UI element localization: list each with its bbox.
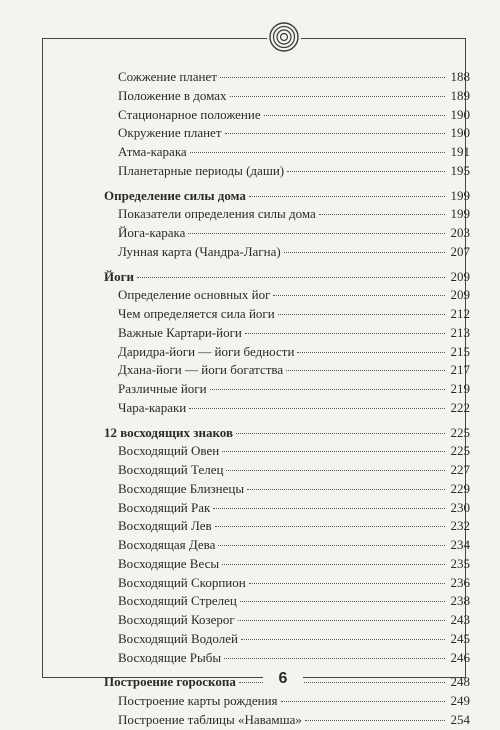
toc-entry-title: Восходящие Весы	[118, 555, 220, 571]
toc-entry-title: Стационарное положение	[118, 106, 261, 122]
dot-leader	[224, 658, 445, 659]
toc-entry-page: 234	[450, 537, 470, 552]
dot-leader	[319, 214, 445, 215]
dot-leader	[137, 277, 445, 278]
toc-entry-page: 254	[450, 711, 470, 727]
toc-entry	[104, 555, 470, 574]
toc-entry-title: Определение основных йог	[118, 287, 271, 303]
toc-entry	[104, 649, 470, 668]
toc-section-title: 12 восходящих знаков	[104, 424, 233, 440]
table-of-contents	[104, 68, 470, 730]
toc-entry-page: 188	[450, 69, 470, 84]
toc-entry-page: 219	[450, 381, 470, 396]
toc-entry-title: Лунная карта (Чандра-Лагна)	[118, 243, 281, 259]
toc-entry-title: Восходящая Дева	[118, 537, 216, 552]
toc-entry	[104, 143, 470, 162]
dot-leader	[230, 96, 445, 97]
toc-section-page: 209	[450, 268, 470, 284]
toc-entry-page: 235	[450, 555, 470, 571]
toc-entry	[104, 106, 470, 125]
toc-entry-page: 212	[450, 306, 470, 321]
dot-leader	[225, 133, 446, 134]
toc-entry-title: Положение в домах	[118, 87, 227, 103]
toc-entry	[104, 592, 470, 611]
toc-entry	[104, 162, 470, 181]
toc-entry-page: 215	[450, 343, 470, 359]
dot-leader	[286, 370, 445, 371]
toc-entry-page: 195	[450, 162, 470, 178]
toc-entry-page: 190	[450, 106, 470, 122]
toc-entry	[104, 611, 470, 630]
toc-entry-page: 190	[450, 125, 470, 141]
dot-leader	[245, 333, 445, 334]
dot-leader	[189, 408, 445, 409]
dot-leader	[238, 620, 445, 621]
toc-entry	[104, 224, 470, 243]
dot-leader	[278, 314, 445, 315]
toc-entry	[104, 517, 470, 536]
dot-leader	[281, 701, 445, 702]
toc-section-heading	[104, 268, 470, 287]
toc-entry	[104, 480, 470, 499]
dot-leader	[213, 508, 445, 509]
dot-leader	[264, 115, 445, 116]
toc-entry-title: Важные Картари-йоги	[118, 324, 242, 340]
toc-entry-title: Восходящие Близнецы	[118, 480, 245, 496]
toc-entry-page: 227	[450, 462, 470, 477]
dot-leader	[236, 433, 445, 434]
toc-entry-title: Дхана-йоги — йоги богатства	[118, 362, 284, 378]
dot-leader	[287, 171, 445, 172]
toc-section-title: Построение гороскопа	[104, 674, 236, 690]
dot-leader	[222, 451, 445, 452]
toc-entry-title: Сожжение планет	[118, 69, 217, 84]
toc-entry	[104, 361, 470, 380]
toc-entry-page: 222	[450, 399, 470, 415]
toc-entry-title: Показатели определения силы дома	[118, 206, 316, 222]
toc-section-page: 225	[450, 424, 470, 440]
toc-entry-page: 230	[450, 499, 470, 515]
toc-entry-title: Восходящий Овен	[118, 443, 220, 459]
toc-entry-page: 236	[450, 574, 470, 590]
toc-entry-title: Даридра-йоги — йоги бедности	[118, 343, 295, 359]
toc-entry	[104, 205, 470, 224]
toc-entry	[104, 399, 470, 418]
dot-leader	[210, 389, 445, 390]
toc-entry-title: Восходящий Стрелец	[118, 593, 237, 609]
toc-entry	[104, 574, 470, 593]
toc-entry-page: 213	[450, 324, 470, 340]
dot-leader	[247, 489, 445, 490]
toc-entry	[104, 124, 470, 143]
toc-entry	[104, 324, 470, 343]
toc-entry-page: 203	[450, 225, 470, 240]
toc-entry-page: 189	[450, 87, 470, 103]
toc-section-title: Йоги	[104, 268, 135, 284]
toc-entry-title: Различные йоги	[118, 381, 207, 396]
toc-entry	[104, 286, 470, 305]
toc-entry-title: Построение карты рождения	[118, 693, 278, 708]
toc-entry-title: Йога-карака	[118, 225, 186, 240]
dot-leader	[297, 352, 445, 353]
dot-leader	[188, 233, 445, 234]
toc-entry-page: 217	[450, 362, 470, 378]
toc-section-page: 248	[450, 674, 470, 690]
toc-entry-title: Окружение планет	[118, 125, 222, 141]
dot-leader	[190, 152, 445, 153]
toc-entry-page: 238	[450, 593, 470, 609]
toc-entry-page: 229	[450, 480, 470, 496]
toc-entry-page: 246	[450, 649, 470, 665]
dot-leader	[249, 583, 445, 584]
toc-entry-title: Восходящий Рак	[118, 499, 211, 515]
toc-entry-page: 191	[450, 144, 470, 159]
toc-entry	[104, 442, 470, 461]
toc-entry	[104, 305, 470, 324]
toc-entry-title: Восходящий Водолей	[118, 630, 238, 646]
toc-entry	[104, 499, 470, 518]
toc-section-page: 199	[450, 187, 470, 203]
dot-leader	[273, 295, 445, 296]
dot-leader	[220, 77, 445, 78]
page-number: 6	[263, 666, 303, 692]
dot-leader	[226, 470, 445, 471]
toc-entry-page: 249	[450, 693, 470, 708]
toc-entry	[104, 87, 470, 106]
toc-entry-title: Восходящий Козерог	[118, 612, 235, 627]
toc-entry-title: Чара-караки	[118, 399, 187, 415]
toc-entry-title: Восходящий Скорпион	[118, 574, 246, 590]
dot-leader	[284, 252, 445, 253]
toc-entry	[104, 243, 470, 262]
toc-entry-title: Восходящие Рыбы	[118, 649, 222, 665]
toc-entry	[104, 380, 470, 399]
dot-leader	[215, 526, 445, 527]
toc-entry	[104, 536, 470, 555]
toc-entry	[104, 692, 470, 711]
toc-entry-page: 225	[450, 443, 470, 459]
toc-entry-title: Построение таблицы «Навамша»	[118, 711, 302, 727]
toc-entry	[104, 343, 470, 362]
toc-entry-title: Атма-карака	[118, 144, 187, 159]
toc-entry-page: 207	[450, 243, 470, 259]
dot-leader	[249, 196, 445, 197]
toc-entry	[104, 68, 470, 87]
dot-leader	[240, 601, 445, 602]
dot-leader	[222, 564, 445, 565]
dot-leader	[218, 545, 445, 546]
dot-leader	[241, 639, 445, 640]
toc-entry-page: 209	[450, 287, 470, 303]
toc-entry	[104, 461, 470, 480]
concentric-circles-icon	[267, 20, 301, 54]
toc-entry-title: Восходящий Телец	[118, 462, 224, 477]
toc-section-heading	[104, 187, 470, 206]
toc-entry-title: Чем определяется сила йоги	[118, 306, 275, 321]
toc-entry-page: 232	[450, 518, 470, 534]
toc-entry-page: 245	[450, 630, 470, 646]
toc-section-heading	[104, 424, 470, 443]
toc-entry-title: Восходящий Лев	[118, 518, 212, 534]
toc-entry	[104, 630, 470, 649]
toc-entry-page: 243	[450, 612, 470, 627]
toc-entry-title: Планетарные периоды (даши)	[118, 162, 285, 178]
toc-section-title: Определение силы дома	[104, 187, 246, 203]
toc-entry-page: 199	[450, 206, 470, 222]
dot-leader	[305, 720, 445, 721]
toc-entry	[104, 711, 470, 730]
